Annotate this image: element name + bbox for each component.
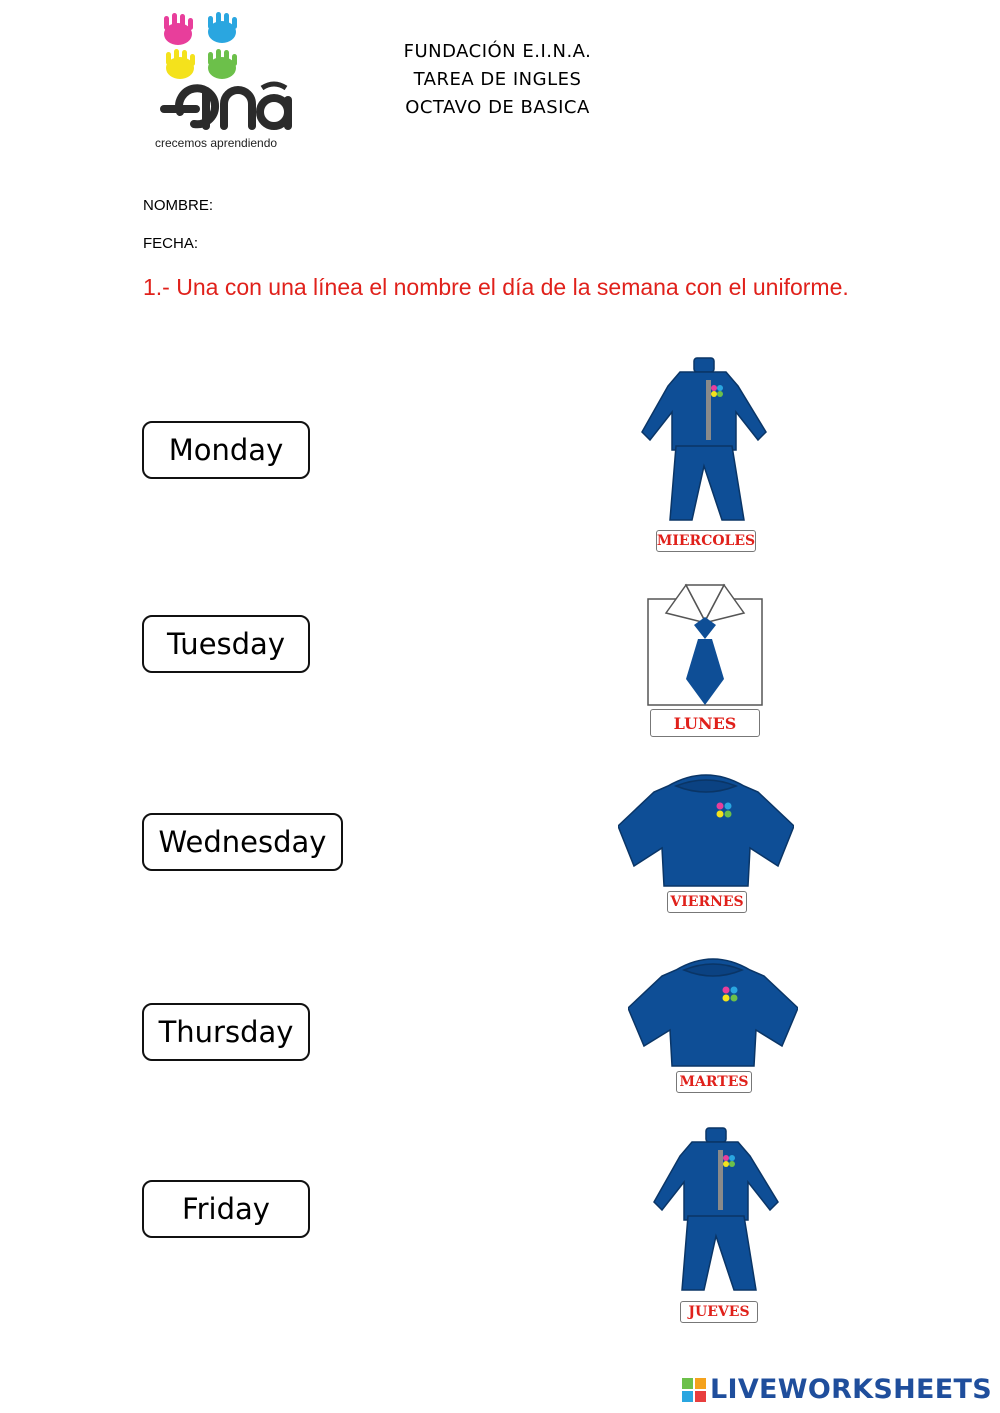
uniform-label-martes[interactable]: MARTES: [676, 1071, 752, 1093]
yellow-hand-icon: [166, 49, 195, 79]
logo-tagline: crecemos aprendiendo: [155, 136, 278, 150]
day-box-tuesday[interactable]: Tuesday: [142, 615, 310, 673]
day-box-monday[interactable]: Monday: [142, 421, 310, 479]
uniform-label-lunes[interactable]: LUNES: [650, 709, 760, 737]
uniform-label-jueves[interactable]: JUEVES: [680, 1301, 758, 1323]
name-label: NOMBRE:: [143, 197, 214, 214]
instruction-text: 1.- Una con una línea el nombre el día de la semana con el uniforme.: [143, 274, 849, 300]
uniform-sweater-1[interactable]: [618, 770, 794, 892]
date-label: FECHA:: [143, 235, 199, 252]
liveworksheets-text: LIVEWORKSHEETS: [709, 1374, 992, 1405]
uniform-label-miercoles[interactable]: MIERCOLES: [656, 530, 756, 552]
worksheet-header: [340, 38, 655, 122]
uniform-sweater-2[interactable]: [628, 954, 798, 1072]
header-line-3: OCTAVO DE BASICA: [405, 97, 590, 118]
pink-hand-icon: [164, 13, 193, 45]
liveworksheets-logo-icon: [682, 1378, 706, 1402]
sweater-icon: [628, 954, 798, 1068]
tracksuit-icon: [638, 356, 768, 528]
shirt-tie-icon: [646, 583, 764, 707]
header-line-1: FUNDACIÓN E.I.N.A.: [403, 41, 592, 62]
liveworksheets-brand: [682, 1374, 992, 1405]
day-box-wednesday[interactable]: Wednesday: [142, 813, 343, 871]
school-logo: [150, 12, 295, 152]
uniform-tracksuit-1[interactable]: [638, 356, 768, 532]
uniform-label-viernes[interactable]: VIERNES: [667, 891, 747, 913]
tracksuit-icon: [648, 1126, 782, 1298]
header-line-2: TAREA DE INGLES: [413, 69, 582, 90]
uniform-shirt-tie[interactable]: [646, 583, 764, 711]
uniform-tracksuit-2[interactable]: [648, 1126, 782, 1302]
green-hand-icon: [208, 49, 237, 79]
blue-hand-icon: [208, 12, 237, 43]
day-box-friday[interactable]: Friday: [142, 1180, 310, 1238]
day-box-thursday[interactable]: Thursday: [142, 1003, 310, 1061]
sweater-icon: [618, 770, 794, 888]
hands-logo-icon: [150, 12, 295, 137]
